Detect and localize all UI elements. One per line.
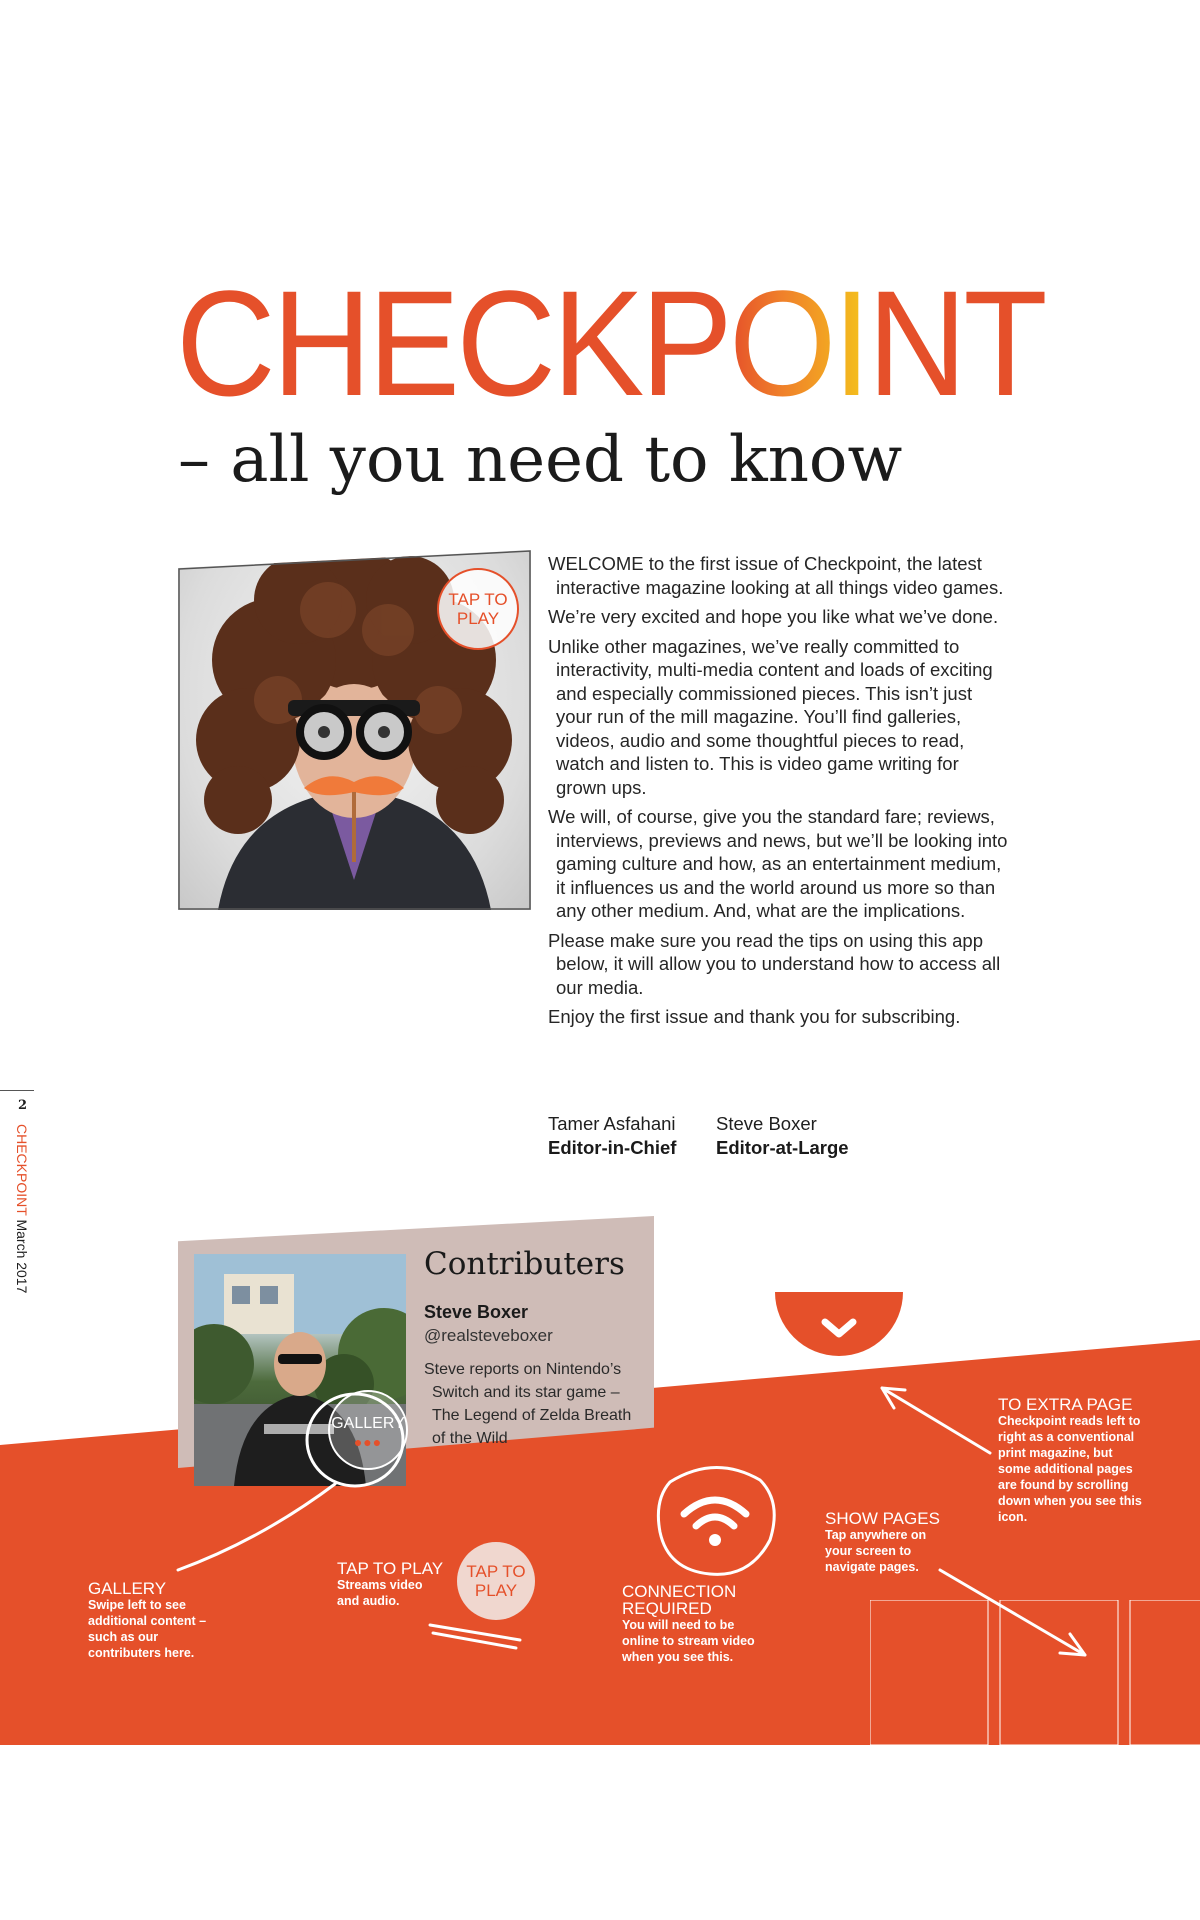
signature-role: Editor-at-Large bbox=[716, 1137, 849, 1158]
gallery-label: GALLERY bbox=[331, 1414, 405, 1432]
intro-text bbox=[548, 552, 1008, 1035]
intro-paragraph: Unlike other magazines, we’ve really committed to interactivity, multi-media content and loads of exciting and especially commissioned pieces. This isn’t just your run of the mill magazine. You’ll find galleries, videos, audio and some thoughtful pieces to read, watch and listen to. This is video game writing for grown ups. bbox=[548, 635, 993, 798]
page-thumbnails bbox=[870, 1600, 1200, 1745]
signature-role: Editor-in-Chief bbox=[548, 1137, 677, 1158]
masthead-title: CHECKPOINT bbox=[176, 259, 1044, 427]
contributors-title: Contributers bbox=[424, 1246, 625, 1282]
gallery-dots-icon: ●●● bbox=[353, 1433, 383, 1450]
tap-to-play-sample-badge[interactable]: TAP TO PLAY bbox=[457, 1542, 535, 1620]
help-connection: CONNECTION REQUIRED You will need to be online to stream video when you see this. bbox=[622, 1582, 755, 1664]
contributor-bio: Steve reports on Nintendo’s Switch and its star game – The Legend of Zelda Breath of the Wild bbox=[424, 1361, 632, 1447]
contributor-name: Steve Boxer bbox=[424, 1302, 529, 1322]
masthead-tagline: – all you need to know bbox=[178, 423, 903, 497]
folio-issue: CHECKPOINT March 2017 bbox=[14, 1124, 30, 1294]
help-gallery: GALLERY Swipe left to see additional content – such as our contributers here. bbox=[88, 1579, 207, 1660]
intro-paragraph: Enjoy the first issue and thank you for subscribing. bbox=[548, 1006, 961, 1027]
intro-paragraph: Please make sure you read the tips on using this app below, it will allow you to understand how to access all our media. bbox=[548, 929, 1001, 998]
intro-paragraph: We will, of course, give you the standard fare; reviews, interviews, previews and news, but we’ll be looking into gaming culture and how, as an entertainment medium, it influences us and the world around us more so than any other medium. And, what are the implications. bbox=[548, 806, 1008, 921]
help-show-pages: SHOW PAGES Tap anywhere on your screen to navigate pages. bbox=[825, 1509, 940, 1574]
intro-paragraph: We’re very excited and hope you like what we’ve done. bbox=[548, 606, 999, 627]
contributor-handle[interactable]: @realsteveboxer bbox=[424, 1326, 553, 1345]
signature-name: Steve Boxer bbox=[716, 1113, 817, 1134]
wifi-icon bbox=[650, 1462, 780, 1580]
help-extra-page: TO EXTRA PAGE Checkpoint reads left to right as a conventional print magazine, but some additional pages are found by scrolling down when you see this icon. bbox=[998, 1395, 1142, 1524]
help-tap-to-play: TAP TO PLAY Streams video and audio. bbox=[337, 1559, 444, 1608]
hero-tap-to-play-button[interactable]: TAP TO PLAY bbox=[437, 568, 519, 650]
signature-name: Tamer Asfahani bbox=[548, 1113, 676, 1134]
page-number: 2 bbox=[18, 1098, 28, 1113]
folio-rule bbox=[0, 1090, 34, 1091]
intro-paragraph: WELCOME to the first issue of Checkpoint, the latest interactive magazine looking at all things video games. bbox=[548, 553, 1004, 598]
